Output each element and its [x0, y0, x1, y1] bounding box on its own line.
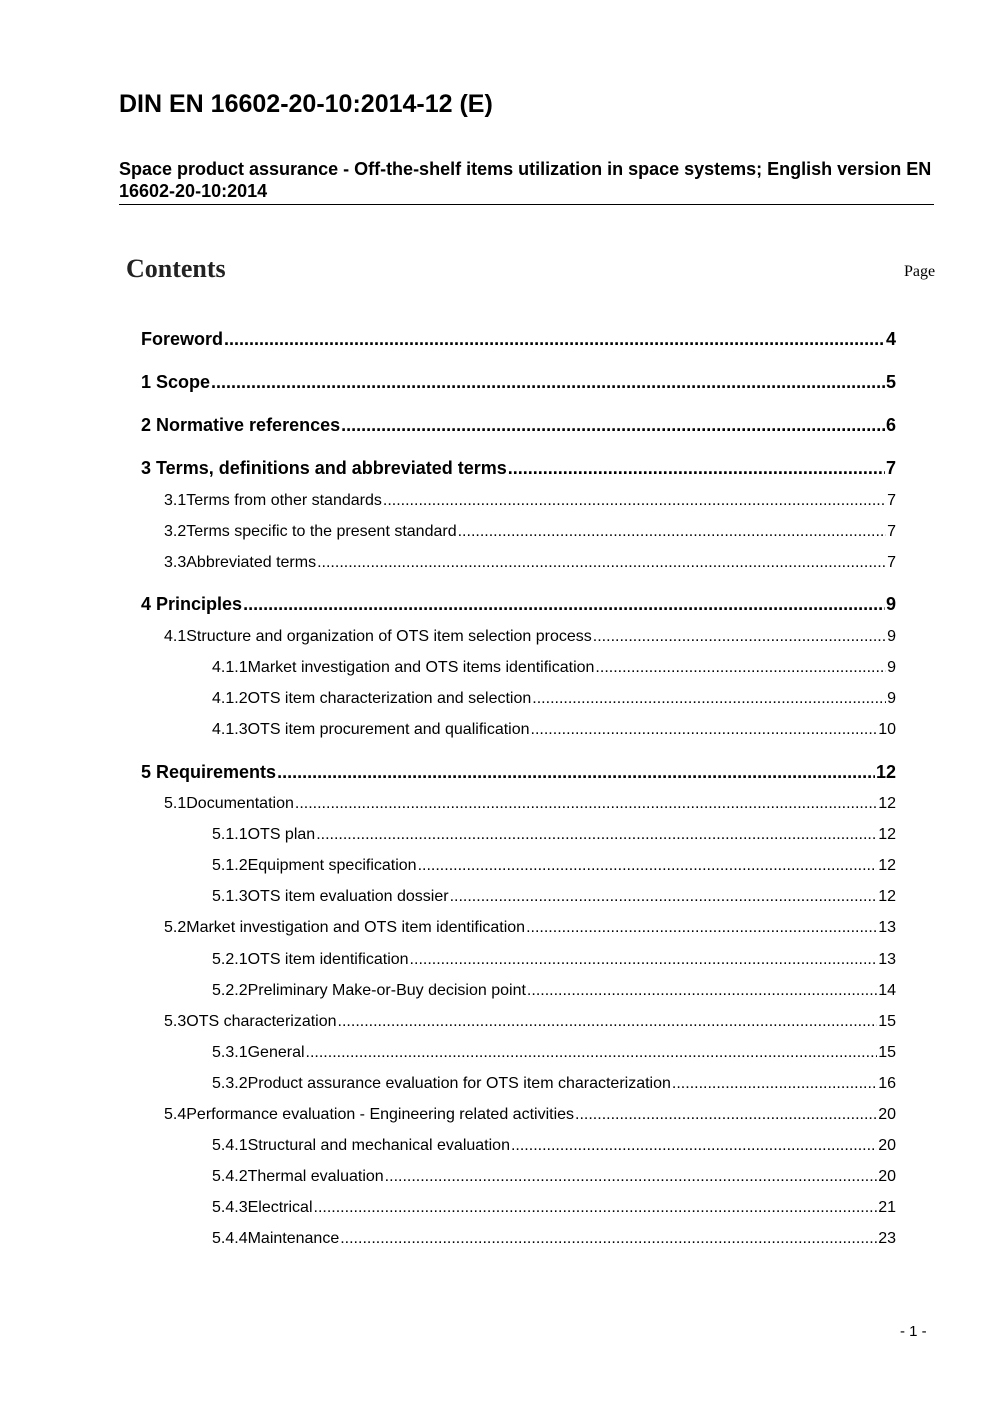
toc-entry-5-2-1[interactable] [212, 951, 896, 969]
toc-entry-title: Structural and mechanical evaluation [247, 1137, 510, 1154]
toc-entry-page: 7 [887, 523, 896, 540]
toc-entry-4-1-3[interactable] [212, 721, 896, 739]
toc-entry-title: OTS item evaluation dossier [247, 888, 449, 905]
toc-entry-number: 5.4.1 [212, 1137, 248, 1154]
toc-entry-number: 5.2.1 [212, 951, 248, 968]
toc-entry-number: 2 [141, 415, 152, 435]
toc-entry-number: 5.2 [164, 919, 187, 936]
page-number: - 1 - [900, 1323, 927, 1340]
toc-entry-title: Scope [156, 372, 211, 392]
contents-heading: Contents [126, 254, 226, 283]
toc-entry-1[interactable] [141, 372, 896, 393]
toc-entry-5-4-3[interactable] [212, 1199, 896, 1217]
toc-entry-page: 9 [887, 690, 896, 707]
toc-entry-title: Thermal evaluation [247, 1168, 384, 1185]
toc-entry-number: 4.1 [164, 628, 187, 645]
toc-entry-5-3[interactable] [164, 1013, 896, 1031]
toc-entry-title: Principles [156, 594, 243, 614]
toc-entry-page: 12 [878, 857, 896, 874]
toc-entry-number: 3.2 [164, 523, 187, 540]
toc-entry-number: 1 [141, 372, 152, 392]
toc-entry-3-1[interactable] [164, 492, 896, 510]
toc-entry-title: Documentation [186, 795, 294, 812]
toc-entry-2[interactable] [141, 415, 896, 436]
toc-entry-5-1-2[interactable] [212, 857, 896, 875]
dot-leader [410, 951, 878, 969]
toc-entry-number: 5.4 [164, 1106, 187, 1123]
dot-leader [295, 795, 877, 813]
toc-entry-number: 3.3 [164, 554, 187, 571]
toc-entry-number: 3.1 [164, 492, 187, 509]
toc-entry-page: 6 [885, 415, 896, 435]
toc-entry-number: 5.3 [164, 1013, 187, 1030]
toc-entry-5-4-4[interactable] [212, 1230, 896, 1248]
dot-leader [458, 523, 886, 541]
toc-entry-title: Equipment specification [247, 857, 417, 874]
dot-leader [575, 1106, 877, 1124]
toc-entry-4-1-1[interactable] [212, 659, 896, 677]
toc-entry-number: 3 [141, 458, 152, 478]
toc-entry-page: 9 [887, 659, 896, 676]
toc-entry-page: 7 [887, 492, 896, 509]
toc-entry-page: 12 [878, 795, 896, 812]
dot-leader [211, 372, 885, 393]
toc-entry-number: 5.4.2 [212, 1168, 248, 1185]
dot-leader [508, 458, 885, 479]
dot-leader [531, 721, 878, 739]
toc-entry-page: 9 [885, 594, 896, 614]
toc-entry-page: 15 [878, 1044, 896, 1061]
dot-leader [526, 919, 877, 937]
dot-leader [593, 628, 886, 646]
dot-leader [595, 659, 886, 677]
toc-entry-title: Market investigation and OTS items identification [247, 659, 595, 676]
toc-entry-number: 5.1 [164, 795, 187, 812]
toc-entry-3-3[interactable] [164, 554, 896, 572]
toc-entry-5-3-1[interactable] [212, 1044, 896, 1062]
toc-entry-5-1-3[interactable] [212, 888, 896, 906]
toc-entry-title: OTS characterization [186, 1013, 337, 1030]
dot-leader [338, 1013, 878, 1031]
toc-entry-page: 13 [878, 951, 896, 968]
dot-leader [340, 1230, 877, 1248]
toc-entry-page: 7 [887, 554, 896, 571]
toc-entry-page: 10 [878, 721, 896, 738]
dot-leader [341, 415, 885, 436]
toc-entry-page: 5 [885, 372, 896, 392]
toc-entry-3-2[interactable] [164, 523, 896, 541]
toc-entry-title: Abbreviated terms [186, 554, 317, 571]
toc-entry-5-4-1[interactable] [212, 1137, 896, 1155]
dot-leader [450, 888, 878, 906]
toc-entry-page: 4 [885, 329, 896, 349]
dot-leader [672, 1075, 877, 1093]
toc-entry-page: 20 [878, 1168, 896, 1185]
toc-entry-4[interactable] [141, 594, 896, 615]
toc-entry-5-1-1[interactable] [212, 826, 896, 844]
document-subtitle: Space product assurance - Off-the-shelf items utilization in space systems; English version EN 16602-20-10:2014 [119, 158, 934, 205]
toc-entry-page: 16 [878, 1075, 896, 1092]
dot-leader [383, 492, 886, 510]
toc-entry-number: 5.4.4 [212, 1230, 248, 1247]
toc-entry-page: 7 [885, 458, 896, 478]
toc-entry-4-1-2[interactable] [212, 690, 896, 708]
toc-entry-title: OTS item characterization and selection [247, 690, 532, 707]
toc-entry-page: 20 [878, 1106, 896, 1123]
toc-entry-page: 9 [887, 628, 896, 645]
toc-entry-title: Terms from other standards [186, 492, 382, 509]
toc-entry-number: 5 [141, 762, 152, 782]
dot-leader [418, 857, 878, 875]
toc-entry-page: 12 [878, 888, 896, 905]
dot-leader [532, 690, 886, 708]
dot-leader [527, 982, 877, 1000]
dot-leader [317, 554, 886, 572]
toc-entry-number: 5.1.1 [212, 826, 248, 843]
toc-entry-3[interactable] [141, 458, 896, 479]
toc-entry-title: OTS item procurement and qualification [247, 721, 530, 738]
toc-entry-number: 4.1.1 [212, 659, 248, 676]
dot-leader [314, 1199, 878, 1217]
toc-entry-5[interactable] [141, 762, 896, 783]
toc-entry-title: Electrical [247, 1199, 313, 1216]
toc-entry-title: Terms, definitions and abbreviated terms [156, 458, 507, 478]
toc-entry-title: Foreword [141, 329, 224, 349]
toc-entry-title: General [247, 1044, 305, 1061]
toc-entry-5-2[interactable] [164, 919, 896, 937]
dot-leader [277, 762, 875, 783]
toc-entry-number: 4 [141, 594, 152, 614]
toc-entry-number: 4.1.3 [212, 721, 248, 738]
toc-entry-5-1[interactable] [164, 795, 896, 813]
toc-entry-page: 14 [878, 982, 896, 999]
toc-entry-number: 5.1.3 [212, 888, 248, 905]
toc-entry-title: Performance evaluation - Engineering related activities [186, 1106, 575, 1123]
toc-entry-4-1[interactable] [164, 628, 896, 646]
toc-entry-page: 23 [878, 1230, 896, 1247]
toc-entry-title: Terms specific to the present standard [186, 523, 457, 540]
toc-entry-title: Preliminary Make-or-Buy decision point [247, 982, 526, 999]
toc-entry-title: Market investigation and OTS item identification [186, 919, 526, 936]
toc-entry-page: 12 [878, 826, 896, 843]
toc-entry-title: Requirements [156, 762, 277, 782]
toc-entry-number: 4.1.2 [212, 690, 248, 707]
dot-leader [243, 594, 885, 615]
toc-entry-number: 5.4.3 [212, 1199, 248, 1216]
toc-entry-5-2-2[interactable] [212, 982, 896, 1000]
dot-leader [316, 826, 877, 844]
toc-entry-number: 5.2.2 [212, 982, 248, 999]
toc-entry-5-4-2[interactable] [212, 1168, 896, 1186]
toc-entry-title: Maintenance [247, 1230, 340, 1247]
toc-entry-number: 5.1.2 [212, 857, 248, 874]
document-title: DIN EN 16602-20-10:2014-12 (E) [119, 90, 493, 118]
toc-entry-title: OTS plan [247, 826, 316, 843]
toc-entry-page: 12 [875, 762, 896, 782]
toc-entry-5-3-2[interactable] [212, 1075, 896, 1093]
toc-entry-number: 5.3.2 [212, 1075, 248, 1092]
toc-entry-page: 21 [878, 1199, 896, 1216]
dot-leader [306, 1044, 878, 1062]
toc-entry-5-4[interactable] [164, 1106, 896, 1124]
toc-entry-page: 13 [878, 919, 896, 936]
toc-entry-page: 20 [878, 1137, 896, 1154]
toc-entry-title: Normative references [156, 415, 341, 435]
toc-entry-title: OTS item identification [247, 951, 409, 968]
dot-leader [385, 1168, 878, 1186]
toc-entry-page: 15 [878, 1013, 896, 1030]
toc-entry-title: Product assurance evaluation for OTS item characterization [247, 1075, 671, 1092]
page-column-label: Page [904, 263, 936, 280]
dot-leader [224, 329, 885, 350]
toc-entry-number: 5.3.1 [212, 1044, 248, 1061]
toc-entry-foreword[interactable] [141, 329, 896, 350]
dot-leader [511, 1137, 877, 1155]
toc-entry-title: Structure and organization of OTS item selection process [186, 628, 592, 645]
